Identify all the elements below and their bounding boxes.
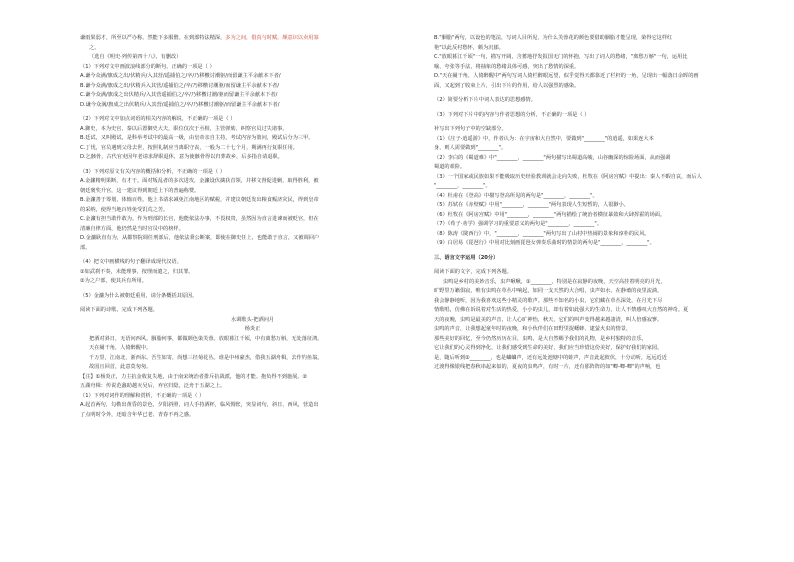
text-line xyxy=(434,287,779,297)
text-line xyxy=(80,277,425,287)
text-line xyxy=(434,111,779,121)
text-line-content: 过渡得像银线把春秋串起来似的，夏夜的虫鸣声，有时一片，还有那阵阵的如"唧-唧-唧"的声响，也 xyxy=(434,364,661,370)
text-line-content: 朝廷褒奖升官，这一建议得到朝廷上下的普遍称赞。 xyxy=(80,187,200,194)
text-line-content: D."天在阑干角，人倚醉醒中"两句写词人倚栏醉眼远望，似乎觉得天都靠近了栏杆的一角，呈现出一幅落日余晖的画 xyxy=(434,73,699,79)
text-line xyxy=(80,325,425,335)
text-line-content: 虫鸣的声音，让我想起童年时的夜晚，和小伙伴们在田野里捉蟋蟀、逮萤火虫的情景， xyxy=(434,326,632,332)
text-line xyxy=(434,163,779,173)
right-column xyxy=(434,34,779,373)
text-line xyxy=(80,134,425,144)
text-line xyxy=(434,144,779,154)
text-line xyxy=(434,135,779,145)
text-line xyxy=(80,268,425,278)
text-line xyxy=(80,144,425,154)
text-line-content: （3）下列对原文有关内容的概括和分析，不正确的一项是（ ） xyxy=(80,168,226,175)
text-line-content: 把酒对斜日，无语问西风。胭脂何事，都做颜色染芙蓉。放眼暮江千顷，中有离愁万斛，无处落征鸿。 xyxy=(89,335,323,342)
text-line-content: C."放眼暮江千顷"一句，描写开阔，含蓄地抒发报国无门的怀抱，写出了词人的愁绪，"离愁万斛"一句，运用比 xyxy=(434,54,688,60)
text-line-content: 它让我们的心灵得到净化，让我们感受到生命的美好，我们应当珍惜这份美好，保护好我们的家园。 xyxy=(434,345,663,351)
text-line-content: （6）杜牧在《阿房宫赋》中用"________，________"两句描绘了统治者横征暴敛和大肆挥霍的场面。 xyxy=(434,211,666,218)
text-line-content: （4）把文中画横线的句子翻译成现代汉语。 xyxy=(80,259,182,265)
text-line-content: 旷野里万籁俱寂，唯有虫鸣在草丛中响起，如同一支天然的大合唱，虫声如水，在静谧的夜里流淌， xyxy=(434,288,663,294)
text-line-content: （4）杜甫在《登高》中描写登高所见的两句是"________，________"。 xyxy=(434,192,598,199)
text-line-content: （5）金濂为什么被朝廷重用，请分条概括其原因。 xyxy=(80,292,198,299)
text-line-content: A.起首两句，勾勒出黄昏的景色，夕阳斜照，词人手持酒杯，临风惆怅，突显词句，斜日、西风，营造出 xyxy=(80,402,319,408)
text-line-content: 天在阑干角，人倚醉醒中。 xyxy=(89,345,152,351)
text-line-content: D.谦今众满/旗成之出伏精兵/入其营/遥捕伯之/卒/乃移檄讨潮驱/而留谦主平余献本下者/ xyxy=(80,101,280,108)
text-line-content: 故国且回首，此意莫匆匆。 xyxy=(89,364,152,370)
text-line-content: （3）下列对下片中的内容与作者思想的分析，不正确的一项是（ ） xyxy=(434,111,590,118)
text-line-content: C.谦今众满/旗成之出伏精兵/入其营遥捕伯之/卒/乃移檄讨潮/驱而留谦主平余献本下者/ xyxy=(80,92,278,98)
text-line xyxy=(80,34,425,44)
text-line-content: （2）李白的《蜀道难》中"________，________"两句描写出蜀道高峻，山谷幽深的惊险场面，从而强调 xyxy=(434,154,671,161)
text-line xyxy=(434,34,779,44)
text-line xyxy=(80,196,425,206)
text-line xyxy=(434,192,779,202)
text-line-content: B.金濂善于筹划，体恤百姓。他上书请求减免江南地区的赋税，并建议朝廷发出粮食赈济灾民，得到皇帝 xyxy=(80,197,319,203)
text-line xyxy=(80,91,425,101)
text-line-content: （1）下列对词作的理解和赏析，不正确的一项是（ ） xyxy=(80,392,205,399)
text-line-content: 了点明时令外，还暗含年华已老、青春不再之感。 xyxy=(80,411,195,418)
text-line xyxy=(80,153,425,163)
text-line-content: C.金濂有担当敢作敢为。作为刑部的长官，他能依法办事，不畏权贵，虽然因为直言进谏而被贬官，但在 xyxy=(80,216,319,222)
text-line-content: D.金濂耿直有为，从都察院调任刑部后，他依法秉公断案，即使在御史任上，也能敢于直言，又被调回户 xyxy=(80,235,320,241)
text-line-content: B.谦今众满/旗成之出/伏精兵入其营/遥捕伯之/卒/乃移檄讨潮驱/而留谦主平余献本下者/ xyxy=(80,82,280,89)
text-line xyxy=(434,220,779,230)
text-line-content: 喻，夸张等手法，将抽象的愁绪具体可感，突出了愁情的深重。 xyxy=(434,63,580,70)
text-line xyxy=(80,292,425,302)
text-line xyxy=(434,82,779,92)
text-line-content: D.乞骸骨，古代官吏因年老请求辞职退休，意为使骸骨得以归葬故乡，后多指自请退职。 xyxy=(80,154,283,160)
text-line-content: 【注】①杨炎正，力主抗金收复失地，由于南宋统治者排斥抗战派，他的才能、抱负得不到施展。② xyxy=(80,373,308,380)
text-line xyxy=(434,354,779,364)
text-line-content: 阅读下面的文字，完成下列各题。 xyxy=(434,269,512,275)
left-column xyxy=(80,34,425,420)
text-line-content: 阅读下面的诗歌，完成下列各题。 xyxy=(80,307,158,313)
text-line-content: A.金濂精明果断，有才干。面对叛乱者的多次进攻，金濂设伏擒获首领，并移文督促进剿，取得胜利，被 xyxy=(80,178,319,184)
text-line-content: "________，________"。 xyxy=(434,183,491,189)
text-line-content: 情歌唱，仿佛在诉说着对生活的热爱，小小的虫儿，却有着如此强大的生命力，让人不禁感叹大自然的神奇。夏 xyxy=(434,307,689,313)
text-line xyxy=(80,53,425,63)
text-line xyxy=(434,254,779,264)
text-line-content: 部。 xyxy=(80,244,91,251)
text-line xyxy=(80,125,425,135)
text-line xyxy=(434,44,779,54)
text-line-content: （8）陈涛《陇西行》中，"________，________"两句写出了山村中热闹的景象和淳朴的民风。 xyxy=(434,230,650,237)
text-line-content: 是，随后听到②________，也是蛐蛐声，还有远处池塘中的蛙声，声音此起彼伏，十分动听，远远近近 xyxy=(434,354,667,361)
text-line xyxy=(80,206,425,216)
text-line xyxy=(80,392,425,402)
text-line xyxy=(80,187,425,197)
text-line xyxy=(434,278,779,288)
text-line-content: 那些美好的回忆，至今仍然历历在目，虫鸣，是大自然赐予我们的礼物，是乡村独特的音乐， xyxy=(434,335,647,342)
text-line-content: （9）白居易《琵琶行》中用对比刻画琵琶女弹奏乐曲时的情景的两句是"________，________"。 xyxy=(434,240,655,246)
text-line xyxy=(80,244,425,254)
text-line-content: ②为之户部，使其兵有所用。 xyxy=(80,278,147,284)
text-line xyxy=(80,234,425,244)
text-line-content: B.廷试，又叫殿试，是科举考试中的最高一级，由皇帝亲自主持，考试内容为策问，殿试后分为三甲。 xyxy=(80,135,314,141)
text-line xyxy=(80,316,425,326)
text-line-content: 的采纳，使得当地百姓免受饥荒之苦。 xyxy=(80,206,169,213)
text-line xyxy=(434,344,779,354)
text-line xyxy=(434,173,779,183)
text-line xyxy=(80,44,425,54)
text-line xyxy=(80,411,425,421)
text-line xyxy=(80,215,425,225)
text-line xyxy=(434,182,779,192)
text-line-content: 蜀道的艰险。 xyxy=(434,164,466,170)
text-line-content: （5）苏轼在《赤壁赋》中用"________，________"两句表现人生短暂的，人很渺小。 xyxy=(434,202,629,208)
text-line xyxy=(434,316,779,326)
text-line-content: （1）下列对文中画波浪线部分的断句，正确的一项是（ ） xyxy=(80,63,215,70)
text-line-content: （1）《庄子·逍遥游》中，作者认为：在宇宙和大自然中，要做到"________"的逍遥，如果连大本 xyxy=(434,135,654,142)
text-line-content: （3）一个国家或民族如果不能吸取历史经验教训就会走向失败，杜牧在《阿房宫赋》中提出：秦人不暇自哀，而后人 xyxy=(434,173,702,180)
text-line xyxy=(80,344,425,354)
text-line xyxy=(80,354,425,364)
text-line-content: 面，又起到了收束上片，引出下片的作用，给人以强烈的感染。 xyxy=(434,82,580,89)
text-line xyxy=(80,373,425,383)
text-line xyxy=(434,268,779,278)
text-line xyxy=(434,72,779,82)
text-line-content: 清廉自律方面，他仍然是当时官员中的榜样。 xyxy=(80,225,184,232)
text-line xyxy=(434,297,779,307)
text-line-content: 杨炎正 xyxy=(244,326,261,332)
text-line xyxy=(80,72,425,82)
text-line xyxy=(434,239,779,249)
text-line-content: 艳"以此反衬愁怀，颇为沉郁。 xyxy=(434,44,504,51)
text-line-content: 谦雨果弱才，所至以严办称。然能下多服偕。在到部特法精深， xyxy=(80,35,226,41)
text-line xyxy=(434,63,779,73)
text-line-content: B."胭脂"两句，以设色的笔法，写词人目所见，为什么芙蓉花的颜色要借助胭脂才能呈现，染得它这样红 xyxy=(434,35,673,41)
text-line xyxy=(80,82,425,92)
text-line-content: （2）简要分析下片中词人表达的思想感情。 xyxy=(434,97,536,103)
text-line xyxy=(80,115,425,125)
text-line-content: 我会静静地听，因为我喜欢这些小精灵的歌声。那些不知名的小虫，它们藏在草丛深处，在月光下尽 xyxy=(434,297,663,304)
text-line-content: 千万里，江南北，浙西东。吾生如寄，尚想三径菊花丛。谁是中州豪杰，借我五湖舟楫，去作钓鱼翁。 xyxy=(89,354,323,361)
text-line-content: 身，则人需要做到"________"。 xyxy=(434,145,507,151)
text-line-content: C.丁忧，官员遇到父母去世，按照礼制应当离职守丧，一般为二十七个月，期满再行复职任用。 xyxy=(80,144,298,151)
text-line xyxy=(434,53,779,63)
text-line-content: 虫鸣是乡村的美妙音乐，虫声啾啾，①________，特别是在寂静的夜晚，天空高挂着明亮的月光， xyxy=(443,278,666,285)
text-line xyxy=(80,382,425,392)
text-line xyxy=(80,363,425,373)
text-line-content: A.御史，本为史官，秦以后置御史大夫，职位仅次于丞相，主管弹劾、纠察官员过失诸事。 xyxy=(80,125,288,132)
text-line xyxy=(80,63,425,73)
text-line-content: 之。 xyxy=(89,44,100,51)
text-line xyxy=(434,96,779,106)
text-line xyxy=(80,335,425,345)
text-line xyxy=(434,306,779,316)
text-line-content: （7）《荀子·劝学》强调学习的重要意义的两句是"________，________"。 xyxy=(434,221,602,227)
text-line xyxy=(80,258,425,268)
text-line xyxy=(434,125,779,135)
text-line-content: 水调歌头·把酒问月 xyxy=(230,316,275,323)
text-line xyxy=(434,363,779,373)
text-line xyxy=(434,201,779,211)
highlighted-text: 多为之间，借真与时赋，颇意识以卖用寡 xyxy=(225,35,319,41)
text-line xyxy=(434,211,779,221)
text-line xyxy=(80,306,425,316)
text-line xyxy=(434,230,779,240)
text-line-content: A.谦今众满/旗成之出/伏精兵/入其营/遥捕伯之/卒/乃移檄讨潮驱/而留谦主平余献本下者/ xyxy=(80,73,281,79)
text-line xyxy=(80,225,425,235)
text-line xyxy=(434,325,779,335)
text-line xyxy=(434,154,779,164)
text-line xyxy=(80,101,425,111)
text-line-content: 天的夜晚，虫鸣是最美的声音，让人心旷神怡，秋天，它们的叫声变得越来越凄清，叫人倍感寂寥。 xyxy=(434,316,663,323)
text-line-content: ①如武刹不奏，未能理事，按理而遣之，归其罪。 xyxy=(80,268,194,275)
text-line xyxy=(80,177,425,187)
text-line-content: （选自《明史·列传第四十八》，有删改） xyxy=(89,54,182,60)
text-line xyxy=(80,401,425,411)
text-line-content: （2）下列对文中加点词语的相关内容的解说，不正确的一项是（ ） xyxy=(80,116,236,122)
text-line xyxy=(434,335,779,345)
text-line-content: 五湖舟楫：传说范蠡助越灭吴后，弃官归隐，泛舟于五湖之上。 xyxy=(80,383,226,389)
text-line-content: 补写出下列句子中的空缺部分。 xyxy=(434,126,507,132)
text-line-content: 三、语言文字运用（20分） xyxy=(434,254,499,261)
text-line xyxy=(80,168,425,178)
